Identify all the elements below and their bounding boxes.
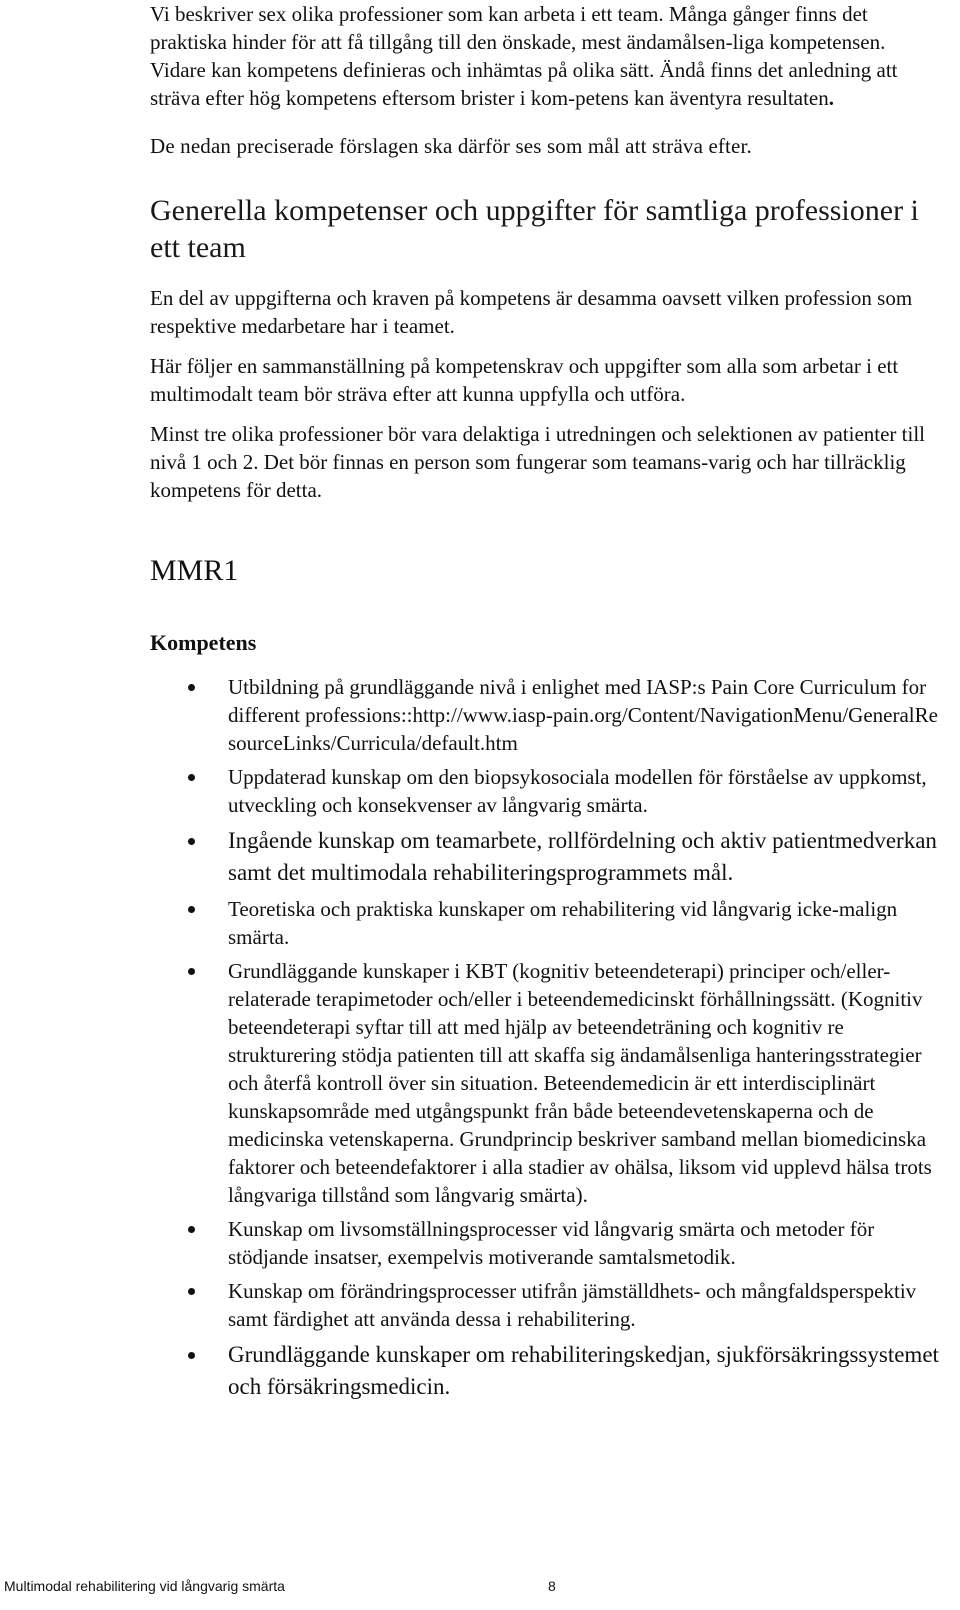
bullet-icon xyxy=(188,1288,195,1295)
list-item-text: Kunskap om livsomställningsprocesser vid långvarig smärta och metoder för stödjande insatser, exempelvis motiverande samtalsmetodik. xyxy=(228,1217,875,1269)
competence-list xyxy=(150,673,940,1403)
general-paragraph-1: En del av uppgifterna och kraven på kompetens är desamma oavsett vilken profession som respektive medarbetare har i teamet. xyxy=(150,286,913,338)
general-paragraph-2: Här följer en sammanställning på kompetenskrav och uppgifter som alla som arbetar i ett multimodalt team bör sträva efter att kunna uppfylla och utföra. xyxy=(150,354,899,406)
bullet-icon xyxy=(188,774,195,781)
footer-title: Multimodal rehabilitering vid långvarig smärta xyxy=(4,1578,285,1594)
intro-paragraph xyxy=(150,0,940,112)
list-item-text: Utbildning på grundläggande nivå i enlighet med IASP:s Pain Core Curriculum for different professions::http://www.iasp-pain.org/Content/NavigationMenu/GeneralResourceLinks/Curricula/default.htm xyxy=(228,675,938,755)
page-content xyxy=(150,0,940,1409)
mmr1-heading: MMR1 xyxy=(150,554,239,587)
goal-paragraph: De nedan preciserade förslagen ska därför ses som mål att sträva efter. xyxy=(150,134,752,158)
bullet-icon xyxy=(188,906,195,913)
footer-page-number: 8 xyxy=(548,1578,556,1594)
general-section-heading: Generella kompetenser och uppgifter för samtliga professioner i ett team xyxy=(150,194,919,264)
list-item xyxy=(150,1277,940,1333)
kompetens-heading: Kompetens xyxy=(150,630,257,655)
list-item xyxy=(150,825,940,889)
list-item-text: Kunskap om förändringsprocesser utifrån jämställdhets- och mångfaldsperspektiv samt färdighet att använda dessa i rehabilitering. xyxy=(228,1279,917,1331)
list-item xyxy=(150,1215,940,1271)
list-item-text: Teoretiska och praktiska kunskaper om rehabilitering vid långvarig icke-malign smärta. xyxy=(228,897,898,949)
bullet-icon xyxy=(188,1352,195,1359)
list-item xyxy=(150,895,940,951)
bullet-icon xyxy=(188,1226,195,1233)
bullet-icon xyxy=(188,968,195,975)
intro-text: Vi beskriver sex olika professioner som kan arbeta i ett team. Många gånger finns det praktiska hinder för att få tillgång till den önskade, mest ändamålsen-liga kompetensen. Vidare kan kompetens definieras och inhämtas på olika sätt. Ändå finns det anledning att sträva efter hög kompetens eftersom brister i kom-petens kan äventyra resultaten xyxy=(150,2,898,110)
list-item xyxy=(150,673,940,757)
list-item-text: Grundläggande kunskaper om rehabiliteringskedjan, sjukförsäkringssystemet och försäkringsmedicin. xyxy=(228,1342,939,1399)
list-item xyxy=(150,763,940,819)
list-item xyxy=(150,1339,940,1403)
bullet-icon xyxy=(188,684,195,691)
list-item-text: Ingående kunskap om teamarbete, rollfördelning och aktiv patientmedverkan samt det multimodala rehabiliteringsprogrammets mål. xyxy=(228,828,937,885)
general-paragraph-3: Minst tre olika professioner bör vara delaktiga i utredningen och selektionen av patienter till nivå 1 och 2. Det bör finnas en person som fungerar som teamans-varig och har tillräcklig kompetens för detta. xyxy=(150,422,926,502)
list-item-text: Uppdaterad kunskap om den biopsykosociala modellen för förståelse av uppkomst, utveckling och konsekvenser av långvarig smärta. xyxy=(228,765,927,817)
intro-end-mark: . xyxy=(828,86,835,110)
bullet-icon xyxy=(188,838,195,845)
page-footer xyxy=(0,1578,960,1610)
list-item xyxy=(150,957,940,1209)
list-item-text: Grundläggande kunskaper i KBT (kognitiv beteendeterapi) principer och/eller-relaterade terapimetoder och/eller i beteendemedicinskt förhållningssätt. (Kognitiv beteendeterapi syftar till att med hjälp av beteendeträning och kognitiv re strukturering stödja patienten till att skaffa sig ändamålsenliga hanteringsstrategier och återfå kontroll över sin situation. Beteendemedicin är ett interdisciplinärt kunskapsområde med utgångspunkt från både beteendevetenskaperna och de medicinska vetenskaperna. Grundprincip beskriver samband mellan biomedicinska faktorer och beteendefaktorer i alla stadier av ohälsa, liksom vid upplevd hälsa trots långvariga tillstånd som långvarig smärta). xyxy=(228,959,932,1207)
